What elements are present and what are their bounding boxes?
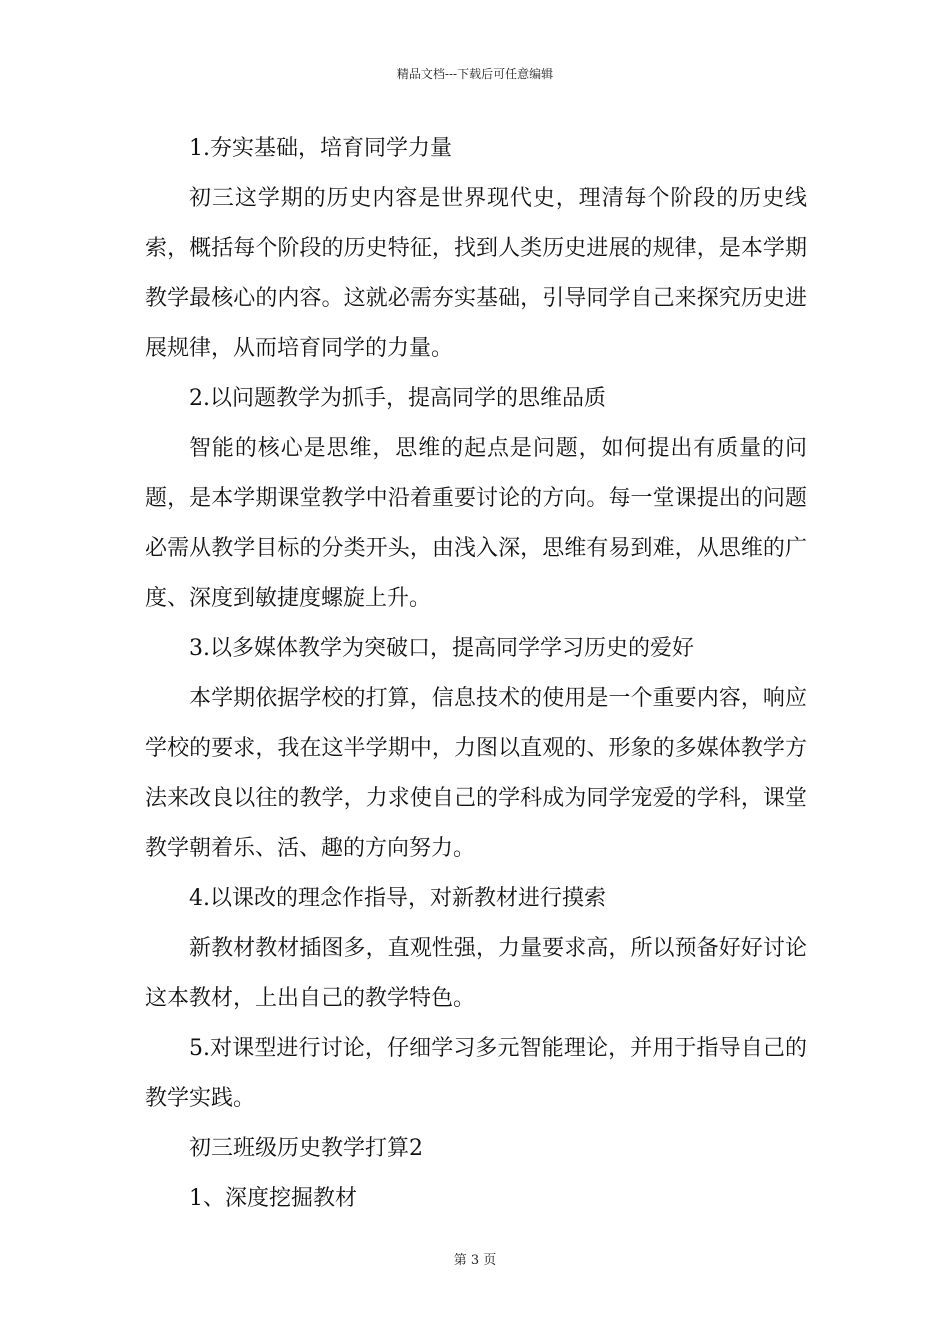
section-heading-6: 1、深度挖掘教材 — [189, 1186, 357, 1211]
section-heading-1: 1.夯实基础，培育同学力量 — [189, 136, 452, 161]
section-heading-2: 2.以问题教学为抓手，提高同学的思维品质 — [189, 386, 606, 411]
page-number: 第 3 页 — [453, 1253, 497, 1268]
plan-title-2: 初三班级历史教学打算2 — [189, 1136, 423, 1161]
paragraph-2: 智能的核心是思维，思维的起点是问题，如何提出有质量的问题，是本学期课堂教学中沿着重要讨论的方向。每一堂课提出的问题必需从教学目标的分类开头，由浅入深，思维有易到难，从思维的广度、深度到敏捷度螺旋上升。 — [145, 436, 807, 611]
paragraph-3: 本学期依据学校的打算，信息技术的使用是一个重要内容，响应学校的要求，我在这半学期中，力图以直观的、形象的多媒体教学方法来改良以往的教学，力求使自己的学科成为同学宠爱的学科，课堂教学朝着乐、活、趣的方向努力。 — [145, 686, 807, 861]
section-heading-4: 4.以课改的理念作指导，对新教材进行摸索 — [189, 886, 606, 911]
page-header: 精品文档---下载后可任意编辑 — [396, 67, 554, 81]
section-heading-3: 3.以多媒体教学为突破口，提高同学学习历史的爱好 — [189, 636, 694, 661]
paragraph-4: 新教材教材插图多，直观性强，力量要求高，所以预备好好讨论这本教材，上出自己的教学特色。 — [145, 936, 807, 1011]
document-body — [145, 124, 807, 1224]
paragraph-1: 初三这学期的历史内容是世界现代史，理清每个阶段的历史线索，概括每个阶段的历史特征，找到人类历史进展的规律，是本学期教学最核心的内容。这就必需夯实基础，引导同学自己来探究历史进展规律，从而培育同学的力量。 — [145, 186, 807, 361]
section-heading-5: 5.对课型进行讨论，仔细学习多元智能理论，并用于指导自己的教学实践。 — [145, 1036, 807, 1111]
